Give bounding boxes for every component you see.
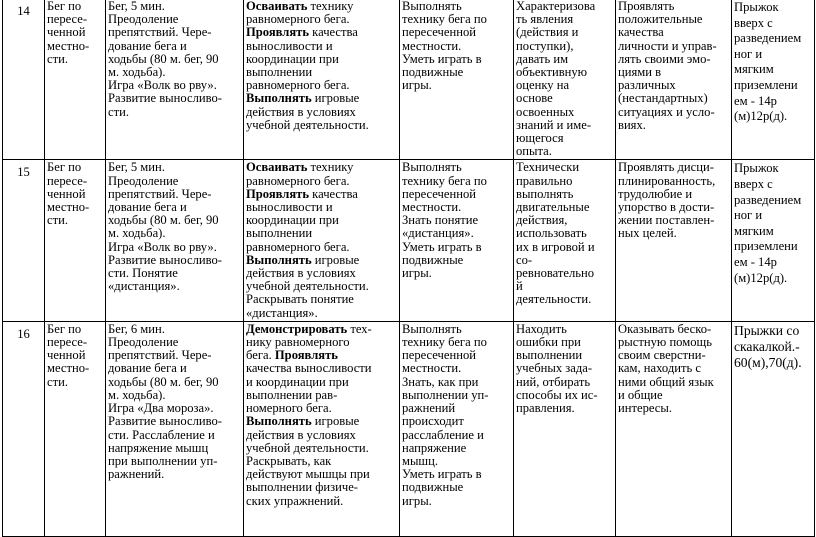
control-exercise-line: мягким xyxy=(734,62,774,77)
lesson-content-line: Бег, 5 мин. xyxy=(108,0,165,13)
subject-results-line: игры. xyxy=(402,493,432,508)
control-exercise xyxy=(732,160,815,321)
lesson-topic-line: Бег по xyxy=(47,160,82,175)
lesson-content-line: Преодоление xyxy=(108,335,179,350)
student-activity-line xyxy=(246,119,397,132)
activity-verb: Проявлять xyxy=(274,348,338,363)
metasubject-results-line: использовать xyxy=(516,226,587,241)
subject-results-line: технику бега по xyxy=(402,173,487,188)
personal-results-line: ними общий язык xyxy=(618,374,714,389)
control-exercise-line: (м)12р(д). xyxy=(734,270,788,285)
subject-results-line: Уметь играть в xyxy=(402,467,482,482)
personal-results-line: различных xyxy=(618,78,676,93)
lesson-content-line: Развитие выносливо- xyxy=(108,414,222,429)
lesson-content-line: м. ходьба). xyxy=(108,387,166,402)
lesson-content-line: ходьбы (80 м. бег, 90 xyxy=(108,51,219,66)
subject-results-line: Выполнять xyxy=(402,160,462,175)
subject-results-line: подвижные xyxy=(402,480,464,495)
subject-results-line: пересеченной xyxy=(402,186,476,201)
activity-text: выносливости и xyxy=(246,38,333,53)
control-exercise-line: скакалкой.- xyxy=(734,338,800,354)
metasubject-results xyxy=(514,321,616,536)
personal-results-line: своим сверстни- xyxy=(618,348,706,363)
metasubject-results-line: й xyxy=(516,279,523,294)
lesson-content xyxy=(106,160,244,321)
activity-verb: Выполнять xyxy=(246,252,312,267)
lesson-topic-line: сти. xyxy=(47,213,68,228)
control-exercise-line: ем - 14р xyxy=(734,93,777,108)
activity-verb: Проявлять xyxy=(246,186,310,201)
activity-text: действия в условиях xyxy=(246,104,356,119)
personal-results-line: циями в xyxy=(618,65,662,80)
activity-text: действия в условиях xyxy=(246,427,356,442)
activity-text: Раскрывать понятие xyxy=(246,292,354,307)
lesson-content-line: сти. Расслабление и xyxy=(108,427,215,442)
subject-results-line: Знать понятие xyxy=(402,213,479,228)
activity-verb: Выполнять xyxy=(246,91,312,106)
activity-text: учебной деятельности. xyxy=(246,440,369,455)
lesson-topic-line: местно- xyxy=(47,38,90,53)
control-exercise-line: Прыжок xyxy=(734,161,779,176)
activity-text: равномерного бега. xyxy=(246,12,350,27)
metasubject-results-line: давать им xyxy=(516,51,569,66)
metasubject-results xyxy=(514,160,616,321)
personal-results-line: Проявлять дисци- xyxy=(618,160,714,175)
activity-verb: Осваивать xyxy=(246,160,308,175)
metasubject-results-line: освоенных xyxy=(516,104,575,119)
lesson-topic-line: местно- xyxy=(47,200,90,215)
student-activity-line xyxy=(246,495,397,508)
personal-results-line: рыстную помощь xyxy=(618,335,712,350)
personal-results-line: качества xyxy=(618,25,664,40)
lesson-content-line: сти. Понятие xyxy=(108,266,178,281)
subject-results-line: технику бега по xyxy=(402,12,487,27)
subject-results xyxy=(400,160,514,321)
lesson-topic-line: ченной xyxy=(47,25,86,40)
subject-results-line: ражнений xyxy=(402,401,456,416)
lesson-topic-line: ченной xyxy=(47,186,86,201)
subject-results-line: Знать, как при xyxy=(402,374,479,389)
lesson-content-line: «дистанция». xyxy=(108,279,180,294)
lesson-topic-line: пересе- xyxy=(47,12,88,27)
personal-results-line: кам, находить с xyxy=(618,361,701,376)
control-exercise-line: приземлени xyxy=(734,239,798,254)
control-exercise-line: ем - 14р xyxy=(734,255,777,269)
activity-text: технику xyxy=(307,160,354,175)
subject-results-line: пересеченной xyxy=(402,348,476,363)
metasubject-results-line: Технически xyxy=(516,160,580,175)
personal-results xyxy=(616,160,732,321)
personal-results-line: жении поставлен- xyxy=(618,213,715,228)
lesson-content-line: препятствий. Чере- xyxy=(108,186,212,201)
personal-results-line: интересы. xyxy=(618,401,672,416)
personal-results-line: упорство в дости- xyxy=(618,200,715,215)
activity-verb: Проявлять xyxy=(246,25,310,40)
personal-results-line: Проявлять xyxy=(618,0,675,13)
activity-text: качества xyxy=(309,25,358,40)
student-activity-line xyxy=(246,307,397,320)
student-activity xyxy=(244,0,400,160)
lesson-plan-table xyxy=(2,0,815,537)
metasubject-results-line: основе xyxy=(516,91,553,106)
lesson-content-line: Преодоление xyxy=(108,12,179,27)
activity-text: номерного бега. xyxy=(246,401,332,416)
activity-text: игровые xyxy=(311,252,360,267)
activity-text: качества xyxy=(309,186,358,201)
lesson-topic xyxy=(45,321,106,536)
control-exercise-line: разведением xyxy=(734,31,802,46)
subject-results-line: местности. xyxy=(402,361,462,376)
subject-results-line: напряжение xyxy=(402,440,467,455)
lesson-content-line: Бег, 6 мин. xyxy=(108,321,165,336)
personal-results-line: Оказывать беско- xyxy=(618,321,712,336)
activity-text: равномерного бега. xyxy=(246,173,350,188)
metasubject-results-line: действия, xyxy=(516,213,568,228)
lesson-content-line: Преодоление xyxy=(108,173,179,188)
lesson-content-line: м. ходьба). xyxy=(108,65,166,80)
metasubject-results-line: ревновательно xyxy=(516,266,595,281)
subject-results xyxy=(400,321,514,536)
table-row xyxy=(3,0,815,160)
control-exercise-line: (м)12р(д). xyxy=(734,109,788,124)
personal-results-line: положительные xyxy=(618,12,703,27)
metasubject-results-line: учебных зада- xyxy=(516,361,593,376)
activity-text: действия в условиях xyxy=(246,266,356,281)
metasubject-results-line: двигательные xyxy=(516,200,590,215)
activity-text: выполнении рав- xyxy=(246,387,338,402)
metasubject-results-line: выполнять xyxy=(516,186,574,201)
activity-text: координации при xyxy=(246,213,339,228)
lesson-content-line: Развитие выносливо- xyxy=(108,252,222,267)
subject-results-line: происходит xyxy=(402,414,464,429)
metasubject-results-line: ть явления xyxy=(516,12,574,27)
lesson-topic-line: пересе- xyxy=(47,335,88,350)
metasubject-results-line: со- xyxy=(516,252,533,267)
control-exercise-line: Прыжки со xyxy=(734,322,800,338)
lesson-content-line: дование бега и xyxy=(108,361,187,376)
lesson-content-line: препятствий. Чере- xyxy=(108,25,212,40)
lesson-topic-line: сти. xyxy=(47,51,68,66)
control-exercise-line: ног и xyxy=(734,46,763,61)
personal-results-line: плинированность, xyxy=(618,173,716,188)
activity-text: нику равномерного xyxy=(246,335,350,350)
lesson-content-line: Бег, 5 мин. xyxy=(108,160,165,175)
personal-results-line: личности и управ- xyxy=(618,38,717,53)
metasubject-results-line: ющегося xyxy=(516,131,564,146)
metasubject-results-line: знаний и име- xyxy=(516,117,592,132)
activity-text: координации при xyxy=(246,51,339,66)
lesson-topic-line: сти. xyxy=(47,374,68,389)
subject-results-line: Выполнять xyxy=(402,0,462,13)
activity-text: равномерного бега. xyxy=(246,78,350,93)
activity-text: технику xyxy=(307,0,354,13)
activity-text: ских упражнений. xyxy=(246,493,344,508)
subject-results-line: «дистанция». xyxy=(402,226,474,241)
student-activity xyxy=(244,321,400,536)
table-row xyxy=(3,160,815,321)
lesson-number: 16 xyxy=(3,321,45,536)
lesson-topic-line: местно- xyxy=(47,361,90,376)
activity-text: учебной деятельности. xyxy=(246,117,369,132)
subject-results-line: игры. xyxy=(402,266,432,281)
lesson-content-line: ходьбы (80 м. бег, 90 xyxy=(108,213,219,228)
subject-results-line: местности. xyxy=(402,38,462,53)
lesson-content-line: дование бега и xyxy=(108,200,187,215)
table-row xyxy=(3,321,815,536)
control-exercise xyxy=(732,0,815,160)
metasubject-results-line: ний, отбирать xyxy=(516,374,591,389)
lesson-content-line: препятствий. Чере- xyxy=(108,348,212,363)
personal-results xyxy=(616,0,732,160)
activity-text: тех- xyxy=(347,321,372,336)
lesson-topic-line: Бег по xyxy=(47,321,82,336)
metasubject-results-line: правильно xyxy=(516,173,573,188)
metasubject-results xyxy=(514,0,616,160)
activity-text: бега. xyxy=(246,348,275,363)
control-exercise-line: вверх с xyxy=(734,15,773,30)
lesson-content-line: Игра «Два мороза». xyxy=(108,401,214,416)
subject-results-line: расслабление и xyxy=(402,427,484,442)
control-exercise-line: вверх с xyxy=(734,177,773,192)
lesson-topic-line: пересе- xyxy=(47,173,88,188)
metasubject-results-line: Характеризова xyxy=(516,0,596,13)
subject-results-line: подвижные xyxy=(402,65,464,80)
control-exercise-line: мягким xyxy=(734,223,774,238)
subject-results-line: игры. xyxy=(402,78,432,93)
subject-results-line: Выполнять xyxy=(402,321,462,336)
subject-results-line: Уметь играть в xyxy=(402,51,482,66)
lesson-number: 14 xyxy=(3,0,45,160)
personal-results-line: лять своими эмо- xyxy=(618,51,711,66)
personal-results-line: ситуациях и усло- xyxy=(618,104,715,119)
activity-text: игровые xyxy=(311,91,360,106)
lesson-topic xyxy=(45,160,106,321)
metasubject-results-line: правления. xyxy=(516,401,575,416)
lesson-content-line: при выполнении уп- xyxy=(108,453,218,468)
activity-text: равномерного бега. xyxy=(246,239,350,254)
subject-results-line: Уметь играть в xyxy=(402,239,482,254)
metasubject-results-line: оценку на xyxy=(516,78,570,93)
activity-text: «дистанция». xyxy=(246,305,318,320)
activity-text: учебной деятельности. xyxy=(246,279,369,294)
subject-results-line: мышц. xyxy=(402,453,439,468)
lesson-content-line: Игра «Волк во рву». xyxy=(108,78,217,93)
lesson-content-line: Игра «Волк во рву». xyxy=(108,239,217,254)
activity-text: выполнении xyxy=(246,226,313,241)
lesson-content-line: ражнений. xyxy=(108,467,165,482)
lesson-topic xyxy=(45,0,106,160)
activity-text: выполнении xyxy=(246,65,313,80)
lesson-content-line: ходьбы (80 м. бег, 90 xyxy=(108,374,219,389)
control-exercise xyxy=(732,321,815,536)
lesson-topic-line: Бег по xyxy=(47,0,82,13)
personal-results-line: ных целей. xyxy=(618,226,677,241)
activity-text: игровые xyxy=(311,414,360,429)
subject-results xyxy=(400,0,514,160)
subject-results-line: пересеченной xyxy=(402,25,476,40)
activity-text: качества выносливости xyxy=(246,361,372,376)
subject-results-line: технику бега по xyxy=(402,335,487,350)
activity-text: и координации при xyxy=(246,374,349,389)
control-exercise-line: приземлени xyxy=(734,77,798,92)
activity-verb: Осваивать xyxy=(246,0,308,13)
activity-text: выполнении физиче- xyxy=(246,480,358,495)
lesson-content-line: напряжение мышц xyxy=(108,440,209,455)
activity-text: выносливости и xyxy=(246,200,333,215)
activity-text: действуют мышцы при xyxy=(246,467,370,482)
lesson-number: 15 xyxy=(3,160,45,321)
personal-results-line: трудолюбие и xyxy=(618,186,693,201)
metasubject-results-line: их в игровой и xyxy=(516,239,595,254)
lesson-content-line: м. ходьба). xyxy=(108,226,166,241)
lesson-topic-line: ченной xyxy=(47,348,86,363)
personal-results-line: и общие xyxy=(618,387,663,402)
metasubject-results-line: деятельности. xyxy=(516,292,592,307)
control-exercise-line: разведением xyxy=(734,192,802,207)
subject-results-line: выполнении уп- xyxy=(402,387,489,402)
metasubject-results-line: опыта. xyxy=(516,144,552,159)
activity-text: Раскрывать, как xyxy=(246,453,332,468)
lesson-content xyxy=(106,0,244,160)
metasubject-results-line: ошибки при xyxy=(516,335,581,350)
lesson-content-line: сти. xyxy=(108,104,129,119)
control-exercise-line: 60(м),70(д). xyxy=(734,354,802,370)
subject-results-line: подвижные xyxy=(402,252,464,267)
activity-verb: Демонстрировать xyxy=(246,321,348,336)
lesson-content-line: Развитие выносливо- xyxy=(108,91,222,106)
personal-results-line: виях. xyxy=(618,117,646,132)
personal-results xyxy=(616,321,732,536)
metasubject-results-line: Находить xyxy=(516,321,567,336)
metasubject-results-line: выполнении xyxy=(516,348,583,363)
subject-results-line: местности. xyxy=(402,200,462,215)
personal-results-line: (нестандартных) xyxy=(618,91,708,106)
metasubject-results-line: способы их ис- xyxy=(516,387,598,402)
control-exercise-line: ног и xyxy=(734,208,763,223)
lesson-content xyxy=(106,321,244,536)
metasubject-results-line: объективную xyxy=(516,65,588,80)
metasubject-results-line: поступки), xyxy=(516,38,574,53)
activity-verb: Выполнять xyxy=(246,414,312,429)
lesson-content-line: дование бега и xyxy=(108,38,187,53)
student-activity xyxy=(244,160,400,321)
metasubject-results-line: (действия и xyxy=(516,25,579,40)
control-exercise-line: Прыжок xyxy=(734,0,779,14)
